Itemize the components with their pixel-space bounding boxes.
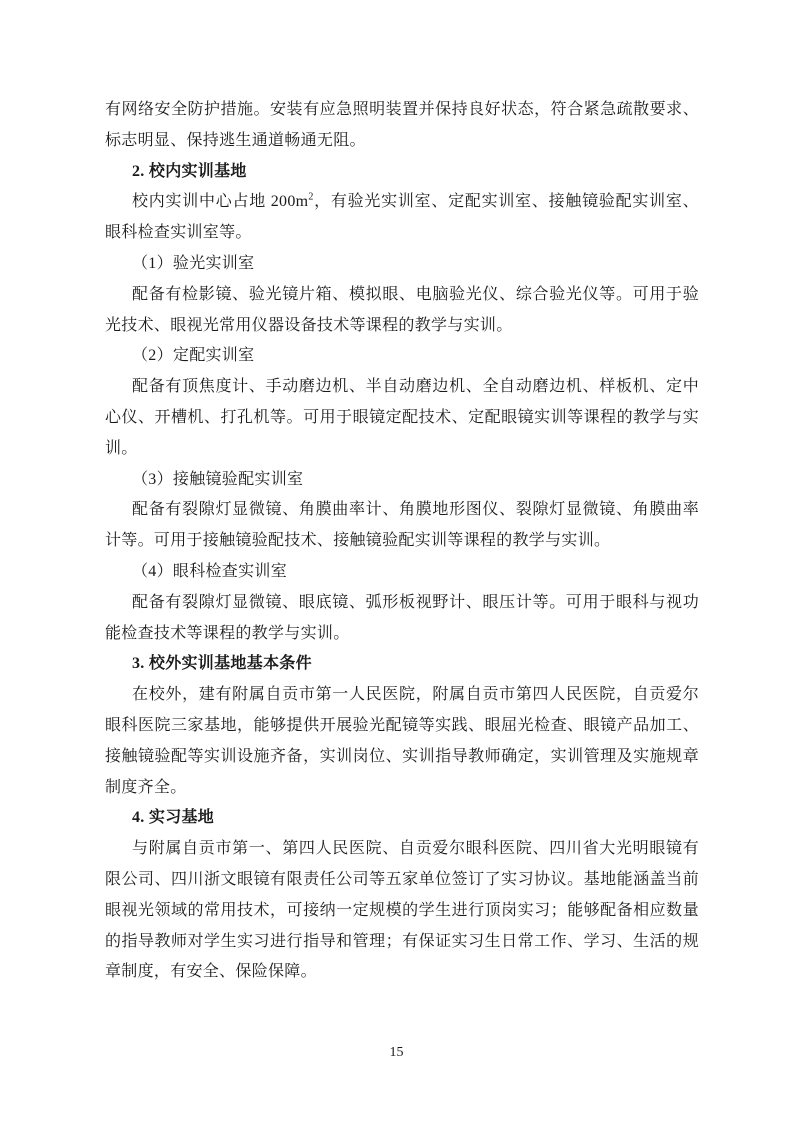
paragraph-optometry-room-equipment: 配备有检影镜、验光镜片箱、模拟眼、电脑验光仪、综合验光仪等。可用于验光技术、眼视光常用仪器设备技术等课程的教学与实训。	[105, 285, 699, 334]
document-body	[105, 95, 699, 988]
paragraph-network-safety-continuation: 有网络安全防护措施。安装有应急照明装置并保持良好状态，符合紧急疏散要求、标志明显、保持逃生通道畅通无阻。	[105, 101, 699, 149]
subheading-optometry-room: （1）验光实训室	[132, 254, 255, 272]
campus-center-text-before-superscript: 校内实训中心占地 200m	[132, 193, 309, 211]
square-meter-superscript: 2	[308, 192, 314, 204]
paragraph-contact-lens-room-equipment: 配备有裂隙灯显微镜、角膜曲率计、角膜地形图仪、裂隙灯显微镜、角膜曲率计等。可用于接触镜验配技术、接触镜验配实训等课程的教学与实训。	[105, 501, 699, 550]
campus-center-text-after-superscript: ，有验光实训室、定配实训室、接触镜验配实训室、眼科检查实训室等。	[105, 193, 699, 242]
paragraph-internship-agreements: 与附属自贡市第一、第四人民医院、自贡爱尔眼科医院、四川省大光明眼镜有限公司、四川浙文眼镜有限责任公司等五家单位签订了实习协议。基地能涵盖当前眼视光领域的常用技术，可接纳一定规模的学生进行顶岗实习；能够配备相应数量的指导教师对学生实习进行指导和管理；有保证实习生日常工作、学习、生活的规章制度，有安全、保险保障。	[105, 840, 699, 981]
paragraph-campus-training-center	[105, 187, 699, 249]
paragraph-eye-exam-room-equipment: 配备有裂隙灯显微镜、眼底镜、弧形板视野计、眼压计等。可用于眼科与视功能检查技术等课程的教学与实训。	[105, 593, 699, 642]
subheading-eye-exam-room: （4）眼科检查实训室	[132, 562, 288, 580]
page-number: 15	[389, 1045, 404, 1060]
heading-4-internship-base: 4. 实习基地	[132, 809, 215, 827]
heading-2-campus-training-base: 2. 校内实训基地	[132, 162, 247, 180]
heading-3-off-campus-base-conditions: 3. 校外实训基地基本条件	[132, 655, 312, 673]
subheading-contact-lens-room: （3）接触镜验配实训室	[132, 470, 304, 488]
paragraph-off-campus-bases: 在校外，建有附属自贡市第一人民医院，附属自贡市第四人民医院，自贡爱尔眼科医院三家基地，能够提供开展验光配镜等实践、眼屈光检查、眼镜产品加工、接触镜验配等实训设施齐备，实训岗位、实训指导教师确定，实训管理及实施规章制度齐全。	[105, 686, 699, 796]
subheading-dispensing-room: （2）定配实训室	[132, 347, 255, 365]
paragraph-dispensing-room-equipment: 配备有顶焦度计、手动磨边机、半自动磨边机、全自动磨边机、样板机、定中心仪、开槽机、打孔机等。可用于眼镜定配技术、定配眼镜实训等课程的教学与实训。	[105, 378, 699, 457]
